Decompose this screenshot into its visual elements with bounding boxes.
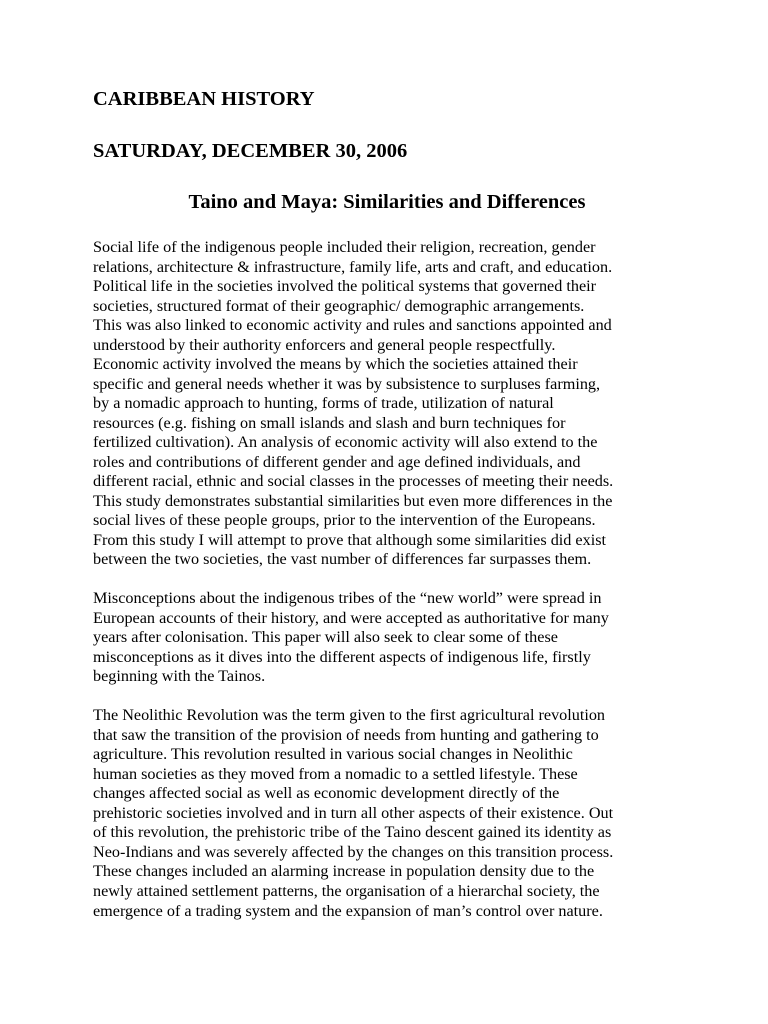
text-line: emergence of a trading system and the expansion of man’s control over nature. [93,901,603,920]
text-line: by a nomadic approach to hunting, forms of trade, utilization of natural [93,394,554,413]
text-line: that saw the transition of the provision of needs from hunting and gathering to [93,725,599,744]
text-line: societies, structured format of their geographic/ demographic arrangements. [93,296,585,315]
paragraph-3 [93,706,681,921]
text-line: Economic activity involved the means by which the societies attained their [93,355,578,374]
text-line: specific and general needs whether it was by subsistence to surpluses farming, [93,374,601,393]
post-date: SATURDAY, DECEMBER 30, 2006 [93,140,408,162]
text-line: Political life in the societies involved the political systems that governed their [93,277,597,296]
text-line: The Neolithic Revolution was the term given to the first agricultural revolution [93,706,606,725]
text-line: This study demonstrates substantial similarities but even more differences in the [93,491,613,510]
text-line: roles and contributions of different gender and age defined individuals, and [93,452,581,471]
text-line: changes affected social as well as economic development directly of the [93,784,560,803]
paragraph-2 [93,589,681,687]
text-line: This was also linked to economic activity and rules and sanctions appointed and [93,316,612,335]
text-line: of this revolution, the prehistoric tribe of the Taino descent gained its identity as [93,823,612,842]
text-line: resources (e.g. fishing on small islands and slash and burn techniques for [93,413,566,432]
article-title: Taino and Maya: Similarities and Differences [188,191,586,213]
text-line: Social life of the indigenous people included their religion, recreation, gender [93,238,596,256]
text-line: prehistoric societies involved and in turn all other aspects of their existence. Out [93,803,614,822]
text-line: misconceptions as it dives into the different aspects of indigenous life, firstly [93,647,591,666]
text-line: These changes included an alarming increase in population density due to the [93,862,595,881]
text-line: human societies as they moved from a nomadic to a settled lifestyle. These [93,764,578,783]
text-line: understood by their authority enforcers and general people respectfully. [93,335,556,354]
text-line: Misconceptions about the indigenous tribes of the “new world” were spread in [93,589,602,608]
text-line: Neo-Indians and was severely affected by the changes on this transition process. [93,842,614,861]
paragraph-1 [93,238,681,570]
text-line: From this study I will attempt to prove that although some similarities did exist [93,530,607,549]
text-line: between the two societies, the vast number of differences far surpasses them. [93,550,592,569]
text-line: newly attained settlement patterns, the organisation of a hierarchal society, the [93,881,600,900]
text-line: years after colonisation. This paper will also seek to clear some of these [93,628,558,647]
text-line: beginning with the Tainos. [93,667,266,686]
document-page [93,86,681,921]
text-line: European accounts of their history, and were accepted as authoritative for many [93,608,609,627]
article-body [93,238,681,921]
text-line: fertilized cultivation). An analysis of economic activity will also extend to the [93,433,598,452]
text-line: agriculture. This revolution resulted in various social changes in Neolithic [93,745,573,764]
blog-heading: CARIBBEAN HISTORY [93,88,315,110]
text-line: social lives of these people groups, prior to the intervention of the Europeans. [93,511,596,530]
text-line: different racial, ethnic and social classes in the processes of meeting their needs. [93,472,614,491]
text-line: relations, architecture & infrastructure, family life, arts and craft, and education. [93,257,613,276]
